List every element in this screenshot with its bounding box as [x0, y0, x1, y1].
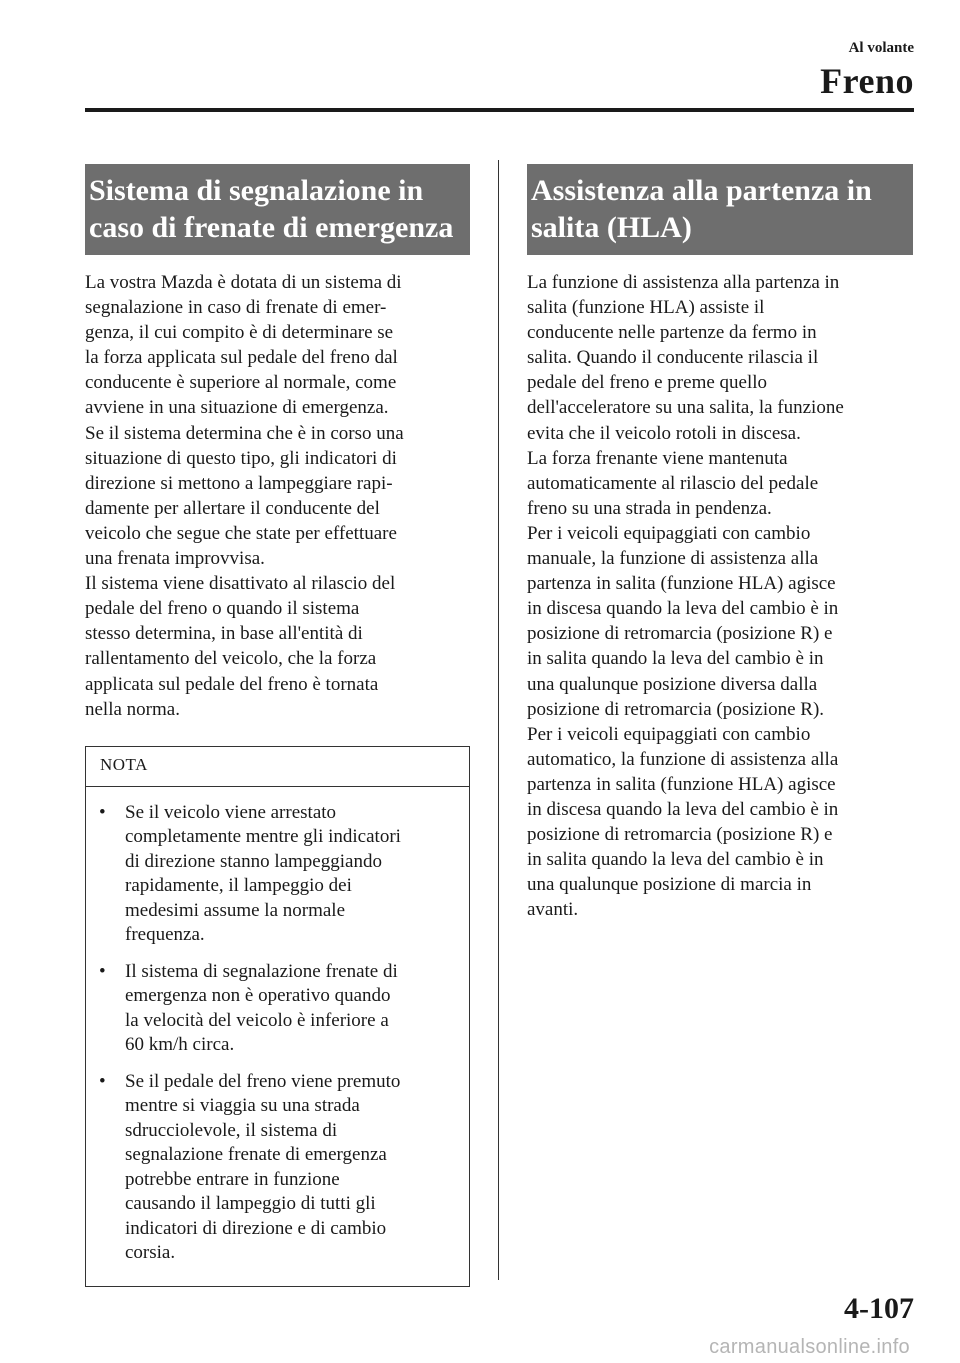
note-box [85, 746, 470, 1287]
note-label: NOTA [86, 747, 469, 787]
text-line: salita. Quando il conducente rilascia il [527, 347, 819, 369]
note-item-line: rapidamente, il lampeggio dei [125, 875, 352, 897]
text-line: dell'acceleratore su una salita, la funzione [527, 397, 844, 419]
note-item-line: 60 km/h circa. [125, 1034, 235, 1056]
text-line: posizione di retromarcia (posizione R). [527, 698, 825, 720]
text-line: in salita quando la leva del cambio è in [527, 849, 824, 871]
page-title: Freno [820, 61, 914, 101]
emergency-braking-text [85, 270, 470, 722]
text-line: posizione di retromarcia (posizione R) e [527, 824, 833, 846]
heading-line: Sistema di segnalazione in [89, 174, 424, 207]
text-line: partenza in salita (funzione HLA) agisce [527, 573, 836, 595]
note-item-line: corsia. [125, 1242, 176, 1264]
heading-line: salita (HLA) [531, 211, 692, 244]
text-line: automaticamente al rilascio del pedale [527, 472, 819, 494]
note-item-line: la velocità del veicolo è inferiore a [125, 1009, 389, 1031]
text-line: Per i veicoli equipaggiati con cambio [527, 723, 811, 745]
text-line: Per i veicoli equipaggiati con cambio [527, 522, 811, 544]
note-item-line: indicatori di direzione e di cambio [125, 1217, 387, 1239]
text-line: Se il sistema determina che è in corso una [85, 422, 404, 444]
emergency-braking-heading [85, 164, 470, 255]
heading-line: Assistenza alla partenza in [531, 174, 872, 207]
note-item [86, 1070, 469, 1266]
column-divider [498, 160, 499, 1280]
text-line: avviene in una situazione di emergenza. [85, 397, 389, 419]
heading-line: caso di frenate di emergenza [89, 211, 454, 244]
text-line: partenza in salita (funzione HLA) agisce [527, 773, 836, 795]
text-line: una qualunque posizione di marcia in [527, 874, 812, 896]
header-divider [85, 108, 914, 112]
note-item-line: emergenza non è operativo quando [125, 985, 391, 1007]
text-line: La vostra Mazda è dotata di un sistema di [85, 272, 402, 293]
note-item-line: mentre si viaggia su una strada [125, 1095, 360, 1117]
section-label: Al volante [848, 40, 914, 56]
bullet-icon: • [99, 960, 106, 982]
note-item-line: Se il veicolo viene arrestato [125, 801, 337, 823]
text-line: pedale del freno o quando il sistema [85, 598, 360, 620]
text-line: in salita quando la leva del cambio è in [527, 648, 824, 670]
text-line: freno su una strada in pendenza. [527, 497, 772, 519]
text-line: una qualunque posizione diversa dalla [527, 673, 818, 695]
left-column [85, 164, 470, 1287]
note-item-line: frequenza. [125, 924, 205, 946]
text-line: la forza applicata sul pedale del freno dal [85, 347, 398, 369]
note-item [86, 960, 469, 1058]
text-line: Il sistema viene disattivato al rilascio del [85, 573, 396, 595]
note-item [86, 801, 469, 948]
text-line: avanti. [527, 899, 579, 921]
text-line: La forza frenante viene mantenuta [527, 447, 788, 469]
hill-launch-assist-heading [527, 164, 913, 255]
text-line: veicolo che segue che state per effettuare [85, 522, 397, 544]
note-item-line: sdrucciolevole, il sistema di [125, 1119, 338, 1141]
note-item-line: Se il pedale del freno viene premuto [125, 1070, 401, 1092]
text-line: applicata sul pedale del freno è tornata [85, 673, 379, 695]
text-line: nella norma. [85, 698, 180, 720]
note-item-line: potrebbe entrare in funzione [125, 1168, 340, 1190]
text-line: La funzione di assistenza alla partenza in [527, 272, 840, 293]
text-line: automatico, la funzione di assistenza alla [527, 748, 839, 770]
text-line: in discesa quando la leva del cambio è in [527, 798, 839, 820]
note-item-line: causando il lampeggio di tutti gli [125, 1193, 376, 1215]
hill-launch-assist-text [527, 270, 913, 922]
watermark: carmanualsonline.info [709, 1336, 910, 1358]
text-line: conducente è superiore al normale, come [85, 372, 397, 394]
text-line: damente per allertare il conducente del [85, 497, 380, 519]
page-number: 4-107 [844, 1292, 914, 1325]
note-item-line: medesimi assume la normale [125, 899, 346, 921]
text-line: manuale, la funzione di assistenza alla [527, 548, 819, 570]
text-line: una frenata improvvisa. [85, 548, 265, 570]
note-item-line: completamente mentre gli indicatori [125, 826, 401, 848]
text-line: segnalazione in caso di frenate di emer- [85, 297, 387, 319]
note-item-line: segnalazione frenate di emergenza [125, 1144, 387, 1166]
right-column [527, 164, 913, 922]
text-line: evita che il veicolo rotoli in discesa. [527, 422, 801, 444]
text-line: pedale del freno e preme quello [527, 372, 768, 394]
text-line: genza, il cui compito è di determinare se [85, 322, 394, 344]
text-line: salita (funzione HLA) assiste il [527, 297, 765, 319]
text-line: direzione si mettono a lampeggiare rapi- [85, 472, 393, 494]
note-list [86, 787, 469, 1286]
bullet-icon: • [99, 1070, 106, 1092]
text-line: situazione di questo tipo, gli indicatori di [85, 447, 397, 469]
note-item-line: Il sistema di segnalazione frenate di [125, 960, 398, 982]
text-line: conducente nelle partenze da fermo in [527, 322, 817, 344]
text-line: rallentamento del veicolo, che la forza [85, 648, 377, 670]
text-line: stesso determina, in base all'entità di [85, 623, 363, 645]
bullet-icon: • [99, 801, 106, 823]
note-item-line: di direzione stanno lampeggiando [125, 850, 382, 872]
text-line: posizione di retromarcia (posizione R) e [527, 623, 833, 645]
text-line: in discesa quando la leva del cambio è in [527, 598, 839, 620]
